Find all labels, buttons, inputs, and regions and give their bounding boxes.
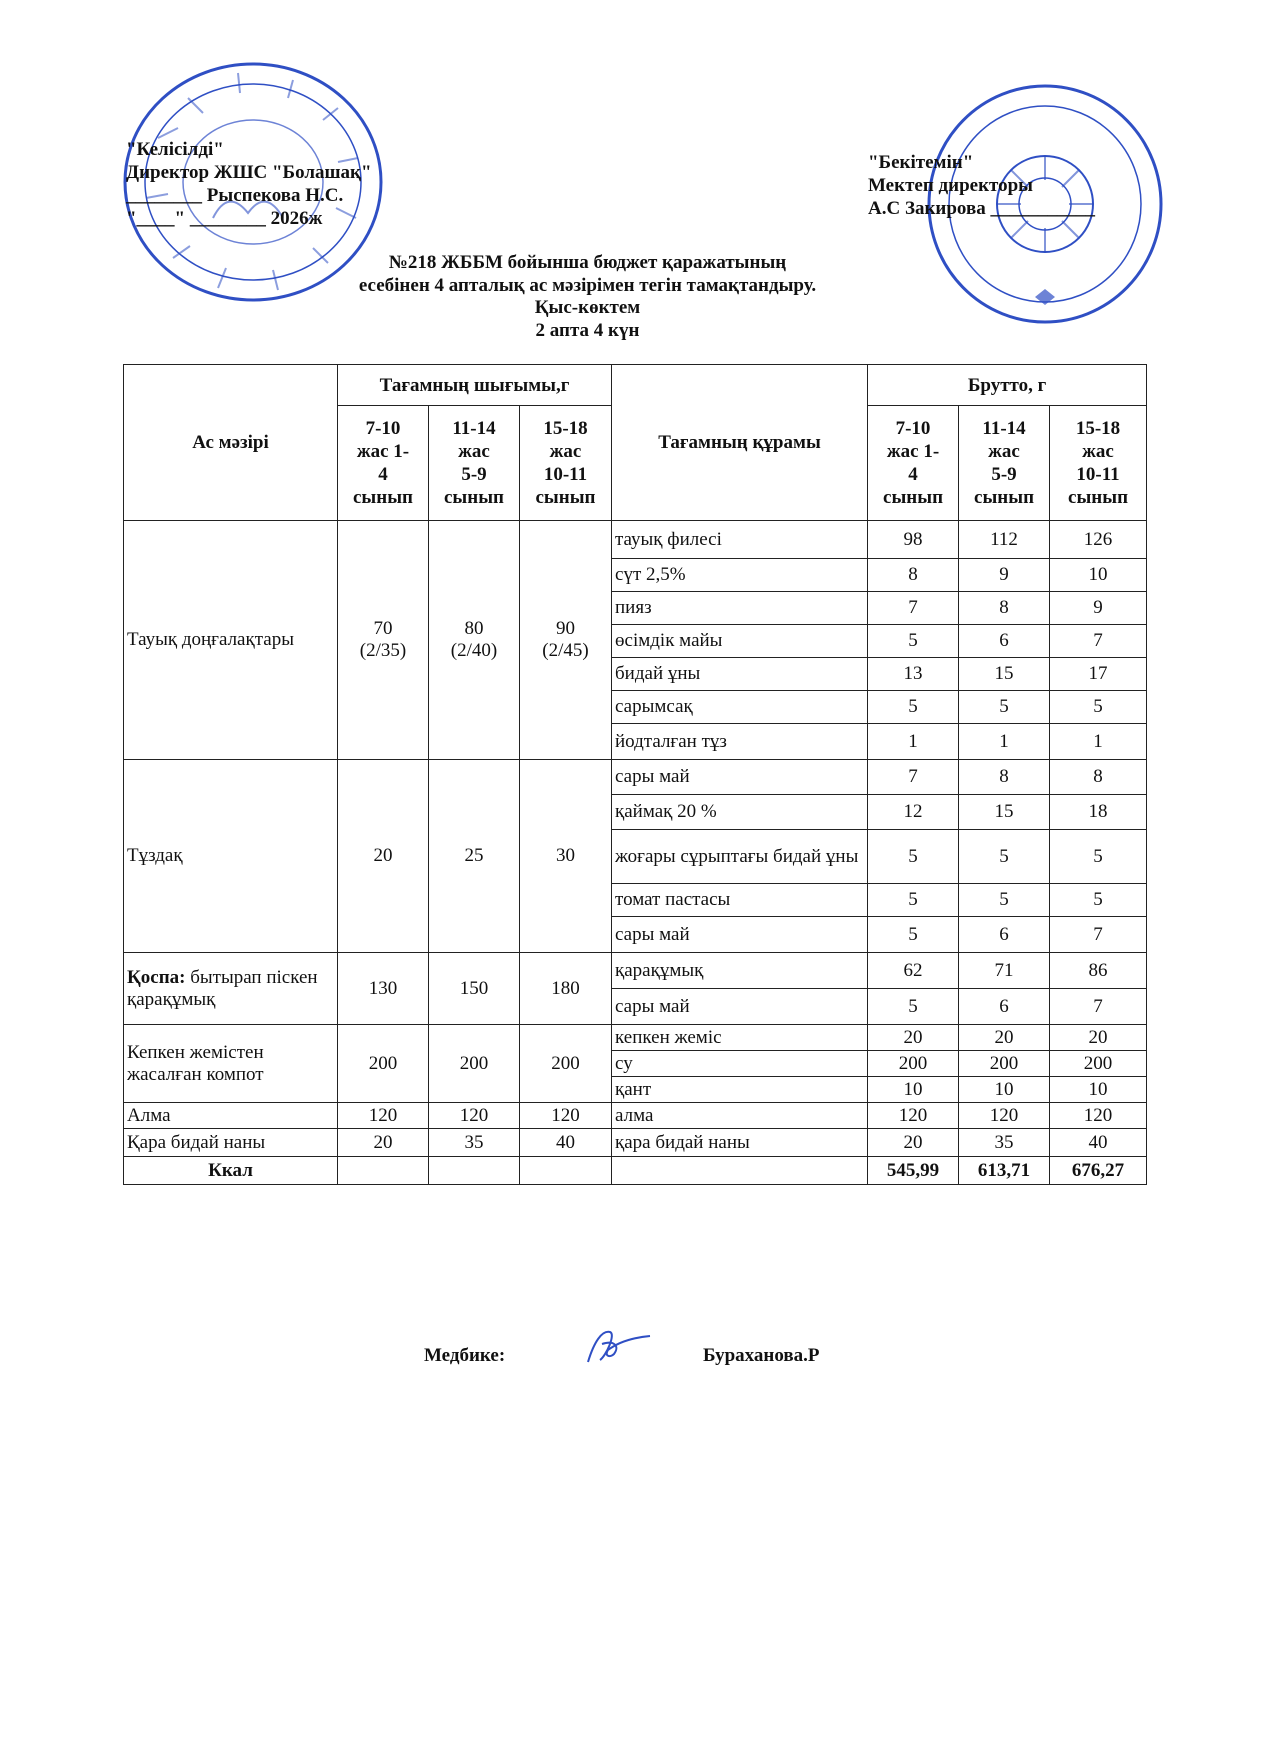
- age-group-line: жас: [549, 441, 582, 462]
- dish-name: [124, 521, 338, 760]
- age-group-line: 10-11: [543, 464, 588, 485]
- dish-output-2: 150: [429, 953, 520, 1025]
- dish-name-text: Қара бидай наны: [127, 1131, 266, 1153]
- age-group-line: 11-14: [982, 418, 1026, 439]
- kcal-label: Ккал: [124, 1157, 338, 1185]
- dish-output-2: 120: [429, 1103, 520, 1129]
- dish-name-text: бытырап піскен қарақұмық: [127, 966, 318, 1010]
- brutto-value-2: 9: [959, 559, 1050, 592]
- brutto-value-1: 12: [868, 795, 959, 830]
- dish-name-bold: Қоспа:: [127, 966, 186, 988]
- ingredient-name: өсімдік майы: [612, 625, 868, 658]
- ingredient-name: сүт 2,5%: [612, 559, 868, 592]
- age-group-line: 5-9: [461, 464, 487, 485]
- empty-cell: [520, 1157, 612, 1185]
- brutto-value-3: 120: [1050, 1103, 1147, 1129]
- dish-output-3: 30: [520, 760, 612, 953]
- approval-left-line4: "____" ________ 2026ж: [126, 208, 323, 229]
- table-row: [124, 760, 1147, 795]
- age-group-line: 11-14: [452, 418, 496, 439]
- age-group-line: 7-10: [365, 418, 401, 439]
- approval-right-line2: Мектеп директоры: [868, 175, 1034, 196]
- brutto-value-2: 5: [959, 884, 1050, 917]
- brutto-value-2: 8: [959, 760, 1050, 795]
- dish-output-2: 35: [429, 1129, 520, 1157]
- brutto-value-3: 200: [1050, 1051, 1147, 1077]
- brutto-value-1: 20: [868, 1129, 959, 1157]
- age-group-line: жас: [458, 441, 490, 462]
- brutto-value-3: 5: [1050, 691, 1147, 724]
- brutto-value-3: 126: [1050, 521, 1147, 559]
- brutto-value-1: 98: [868, 521, 959, 559]
- dish-name-text: Алма: [127, 1104, 171, 1126]
- ingredient-name: су: [612, 1051, 868, 1077]
- kcal-value-3: 676,27: [1050, 1157, 1147, 1185]
- title-line1: №218 ЖББМ бойынша бюджет қаражатының: [388, 252, 787, 273]
- age-group-line: 5-9: [991, 464, 1017, 485]
- output-age-group-3: [520, 406, 612, 521]
- brutto-value-3: 9: [1050, 592, 1147, 625]
- brutto-value-2: 71: [959, 953, 1050, 989]
- dish-output-1: 70 (2/35): [338, 521, 429, 760]
- kcal-row: [124, 1157, 1147, 1185]
- brutto-age-group-2: [959, 406, 1050, 521]
- ingredient-name: йодталған тұз: [612, 724, 868, 760]
- footer-role: Медбике:: [424, 1345, 506, 1366]
- brutto-value-2: 112: [959, 521, 1050, 559]
- output-age-group-2: [429, 406, 520, 521]
- title-line2: есебінен 4 апталық ас мәзірімен тегін тамақтандыру.: [358, 274, 817, 296]
- brutto-value-2: 5: [959, 830, 1050, 884]
- brutto-value-1: 5: [868, 989, 959, 1025]
- brutto-value-2: 6: [959, 917, 1050, 953]
- dish-output-3: 200: [520, 1025, 612, 1103]
- age-group-line: жас 1-: [356, 441, 410, 462]
- approval-right: [868, 151, 1095, 220]
- age-group-line: сынып: [444, 487, 504, 508]
- brutto-value-3: 7: [1050, 625, 1147, 658]
- brutto-value-1: 7: [868, 592, 959, 625]
- brutto-value-1: 1: [868, 724, 959, 760]
- brutto-value-1: 10: [868, 1077, 959, 1103]
- dish-name: [124, 1129, 338, 1157]
- brutto-value-2: 200: [959, 1051, 1050, 1077]
- brutto-value-1: 7: [868, 760, 959, 795]
- dish-name: [124, 1103, 338, 1129]
- brutto-value-2: 35: [959, 1129, 1050, 1157]
- dish-output-1: 130: [338, 953, 429, 1025]
- dish-output-1: 20: [338, 1129, 429, 1157]
- footer-name: Бураханова.Р: [703, 1345, 820, 1366]
- ingredient-name: жоғары сұрыптағы бидай ұны: [612, 830, 868, 884]
- brutto-value-2: 1: [959, 724, 1050, 760]
- brutto-value-1: 5: [868, 830, 959, 884]
- title-line3: Қыс-көктем: [534, 297, 641, 318]
- ingredient-name: қара бидай наны: [612, 1129, 868, 1157]
- output-age-group-1: [338, 406, 429, 521]
- approval-left: [126, 138, 372, 230]
- brutto-value-1: 62: [868, 953, 959, 989]
- table-row: [124, 521, 1147, 559]
- dish-output-2: 200: [429, 1025, 520, 1103]
- age-group-line: сынып: [974, 487, 1035, 508]
- brutto-value-3: 7: [1050, 917, 1147, 953]
- age-group-line: сынып: [535, 487, 596, 508]
- age-group-line: 7-10: [895, 418, 931, 439]
- brutto-age-group-1: [868, 406, 959, 521]
- dish-output-1: 120: [338, 1103, 429, 1129]
- dish-output-2: 25: [429, 760, 520, 953]
- dish-output-1: 20: [338, 760, 429, 953]
- ingredient-name: сары май: [612, 760, 868, 795]
- ingredient-name: томат пастасы: [612, 884, 868, 917]
- header-brutto: Брутто, г: [868, 365, 1147, 406]
- brutto-value-2: 8: [959, 592, 1050, 625]
- brutto-value-1: 13: [868, 658, 959, 691]
- ingredient-name: қант: [612, 1077, 868, 1103]
- ingredient-name: қарақұмық: [612, 953, 868, 989]
- age-group-line: жас: [1082, 441, 1114, 462]
- brutto-value-3: 10: [1050, 559, 1147, 592]
- brutto-value-3: 18: [1050, 795, 1147, 830]
- title-line4: 2 апта 4 күн: [535, 319, 640, 341]
- brutto-value-2: 10: [959, 1077, 1050, 1103]
- kcal-value-2: 613,71: [959, 1157, 1050, 1185]
- table-row: [124, 1103, 1147, 1129]
- age-group-line: сынып: [353, 487, 413, 508]
- age-group-line: 4: [378, 464, 388, 485]
- ingredient-name: сары май: [612, 917, 868, 953]
- dish-name-text: Кепкен жемістен жасалған компот: [127, 1041, 264, 1085]
- table-row: [124, 953, 1147, 989]
- age-group-line: 15-18: [543, 418, 588, 439]
- brutto-value-3: 1: [1050, 724, 1147, 760]
- brutto-value-3: 8: [1050, 760, 1147, 795]
- brutto-value-3: 40: [1050, 1129, 1147, 1157]
- brutto-value-3: 20: [1050, 1025, 1147, 1051]
- age-group-line: 10-11: [1076, 464, 1120, 485]
- brutto-value-3: 5: [1050, 884, 1147, 917]
- approval-left-line2: Директор ЖШС "Болашақ": [126, 162, 372, 183]
- ingredient-name: сары май: [612, 989, 868, 1025]
- ingredient-name: пияз: [612, 592, 868, 625]
- dish-output-3: 120: [520, 1103, 612, 1129]
- dish-name-text: Тауық доңғалақтары: [127, 629, 294, 650]
- brutto-value-3: 86: [1050, 953, 1147, 989]
- empty-cell: [429, 1157, 520, 1185]
- ingredient-name: алма: [612, 1103, 868, 1129]
- brutto-value-2: 120: [959, 1103, 1050, 1129]
- brutto-value-3: 7: [1050, 989, 1147, 1025]
- ingredient-name: тауық филесі: [612, 521, 868, 559]
- approval-right-line1: "Бекітемін": [868, 152, 974, 173]
- ingredient-name: қаймақ 20 %: [612, 795, 868, 830]
- ingredient-name: сарымсақ: [612, 691, 868, 724]
- signature: [580, 1322, 660, 1370]
- age-group-line: жас 1-: [886, 441, 940, 462]
- brutto-value-1: 5: [868, 625, 959, 658]
- brutto-value-1: 5: [868, 917, 959, 953]
- dish-name: [124, 1025, 338, 1103]
- brutto-value-3: 5: [1050, 830, 1147, 884]
- brutto-value-1: 5: [868, 884, 959, 917]
- age-group-line: сынып: [1068, 487, 1129, 508]
- brutto-value-2: 15: [959, 795, 1050, 830]
- dish-name-text: Тұздақ: [127, 845, 183, 866]
- brutto-value-3: 10: [1050, 1077, 1147, 1103]
- dish-output-3: 180: [520, 953, 612, 1025]
- header-output: Тағамның шығымы,г: [338, 365, 612, 406]
- brutto-value-1: 5: [868, 691, 959, 724]
- brutto-value-2: 5: [959, 691, 1050, 724]
- dish-output-1: 200: [338, 1025, 429, 1103]
- brutto-value-1: 8: [868, 559, 959, 592]
- header-composition: Тағамның құрамы: [612, 365, 868, 521]
- brutto-value-3: 17: [1050, 658, 1147, 691]
- approval-left-line1: "Келісілді": [126, 139, 224, 160]
- brutto-value-2: 6: [959, 625, 1050, 658]
- table-row: [124, 1129, 1147, 1157]
- ingredient-name: кепкен жеміс: [612, 1025, 868, 1051]
- table-row: [124, 1025, 1147, 1051]
- approval-left-line3: ________ Рыспекова Н.С.: [126, 185, 344, 206]
- dish-output-3: 40: [520, 1129, 612, 1157]
- brutto-value-2: 20: [959, 1025, 1050, 1051]
- dish-name: [124, 953, 338, 1025]
- age-group-line: 4: [908, 464, 918, 485]
- brutto-value-2: 15: [959, 658, 1050, 691]
- age-group-line: 15-18: [1075, 418, 1121, 439]
- age-group-line: сынып: [883, 487, 944, 508]
- brutto-value-1: 120: [868, 1103, 959, 1129]
- dish-output-2: 80 (2/40): [429, 521, 520, 760]
- approval-right-line3: А.С Закирова ___________: [868, 198, 1095, 219]
- brutto-value-2: 6: [959, 989, 1050, 1025]
- empty-cell: [338, 1157, 429, 1185]
- header-menu: Ас мәзірі: [124, 365, 338, 521]
- dish-output-3: 90 (2/45): [520, 521, 612, 760]
- document-title: [0, 252, 1275, 342]
- age-group-line: жас: [988, 441, 1020, 462]
- brutto-value-1: 20: [868, 1025, 959, 1051]
- menu-table: [123, 364, 1147, 1185]
- brutto-age-group-3: [1050, 406, 1147, 521]
- dish-name: [124, 760, 338, 953]
- ingredient-name: бидай ұны: [612, 658, 868, 691]
- empty-cell: [612, 1157, 868, 1185]
- brutto-value-1: 200: [868, 1051, 959, 1077]
- kcal-value-1: 545,99: [868, 1157, 959, 1185]
